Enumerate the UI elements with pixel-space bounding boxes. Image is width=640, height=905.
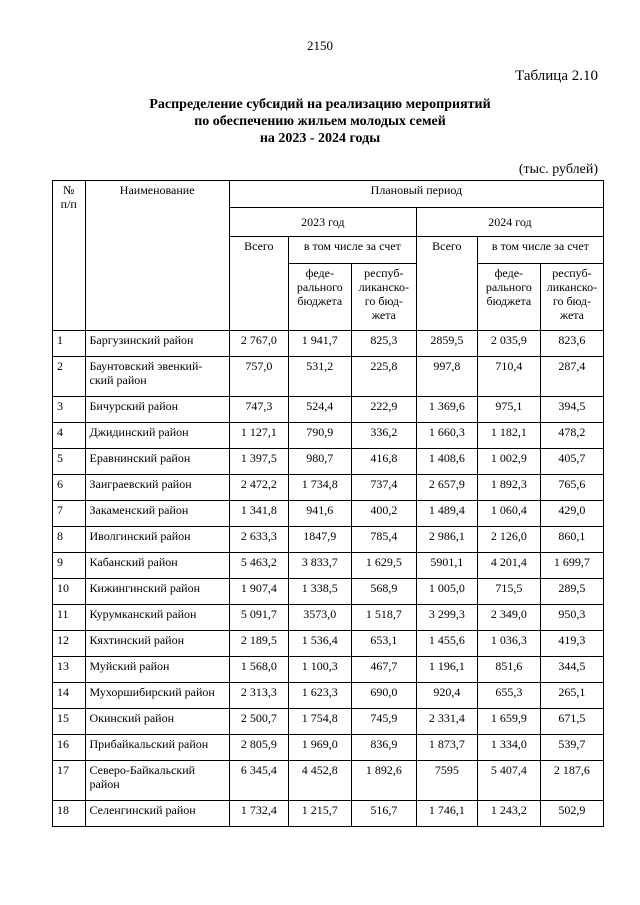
district-name: Иволгинский район	[85, 527, 229, 553]
federal-2023: 1 734,8	[288, 475, 351, 501]
table-row	[53, 605, 604, 631]
district-name: Мухоршибирский район	[85, 683, 229, 709]
federal-2024: 1 182,1	[477, 423, 540, 449]
district-name: Прибайкальский район	[85, 735, 229, 761]
federal-2024: 4 201,4	[477, 553, 540, 579]
federal-2023: 1 536,4	[288, 631, 351, 657]
federal-2023: 1 941,7	[288, 331, 351, 357]
table-title	[0, 96, 640, 147]
republic-2024: 1 699,7	[540, 553, 603, 579]
total-2023: 2 189,5	[229, 631, 288, 657]
federal-2023: 3573,0	[288, 605, 351, 631]
total-2024: 2 331,4	[416, 709, 477, 735]
republic-2024: 344,5	[540, 657, 603, 683]
republic-2024: 539,7	[540, 735, 603, 761]
table-row	[53, 527, 604, 553]
federal-2023: 941,6	[288, 501, 351, 527]
district-name: Баргузинский район	[85, 331, 229, 357]
district-name: Бичурский район	[85, 397, 229, 423]
total-2023: 1 907,4	[229, 579, 288, 605]
district-name: Курумканский район	[85, 605, 229, 631]
table-row	[53, 657, 604, 683]
republic-2023: 222,9	[351, 397, 416, 423]
republic-2023: 225,8	[351, 357, 416, 397]
federal-2024: 1 659,9	[477, 709, 540, 735]
district-name: Окинский район	[85, 709, 229, 735]
federal-2024: 655,3	[477, 683, 540, 709]
republic-2023: 825,3	[351, 331, 416, 357]
republic-2024: 860,1	[540, 527, 603, 553]
republic-2024: 671,5	[540, 709, 603, 735]
total-2024: 1 873,7	[416, 735, 477, 761]
republic-2024: 478,2	[540, 423, 603, 449]
total-2023: 1 397,5	[229, 449, 288, 475]
header-republic-2024: респуб- ликанско- го бюд- жета	[540, 264, 603, 331]
table-row	[53, 683, 604, 709]
republic-2024: 289,5	[540, 579, 603, 605]
table-row	[53, 579, 604, 605]
republic-2023: 336,2	[351, 423, 416, 449]
table-row	[53, 761, 604, 801]
total-2024: 1 005,0	[416, 579, 477, 605]
federal-2024: 1 892,3	[477, 475, 540, 501]
federal-2023: 980,7	[288, 449, 351, 475]
district-name: Закаменский район	[85, 501, 229, 527]
republic-2024: 419,3	[540, 631, 603, 657]
total-2023: 2 313,3	[229, 683, 288, 709]
republic-2023: 690,0	[351, 683, 416, 709]
table-row	[53, 801, 604, 827]
federal-2024: 851,6	[477, 657, 540, 683]
federal-2023: 3 833,7	[288, 553, 351, 579]
republic-2024: 394,5	[540, 397, 603, 423]
total-2023: 1 732,4	[229, 801, 288, 827]
row-number: 3	[53, 397, 86, 423]
row-number: 17	[53, 761, 86, 801]
header-incl-2023: в том числе за счет	[288, 237, 416, 264]
row-number: 10	[53, 579, 86, 605]
header-num: № п/п	[53, 181, 86, 331]
republic-2023: 416,8	[351, 449, 416, 475]
republic-2024: 429,0	[540, 501, 603, 527]
table-row	[53, 631, 604, 657]
total-2024: 7595	[416, 761, 477, 801]
row-number: 5	[53, 449, 86, 475]
total-2024: 1 196,1	[416, 657, 477, 683]
federal-2024: 1 334,0	[477, 735, 540, 761]
row-number: 11	[53, 605, 86, 631]
row-number: 6	[53, 475, 86, 501]
federal-2024: 715,5	[477, 579, 540, 605]
republic-2024: 265,1	[540, 683, 603, 709]
district-name: Джидинский район	[85, 423, 229, 449]
total-2023: 2 767,0	[229, 331, 288, 357]
republic-2024: 502,9	[540, 801, 603, 827]
total-2023: 2 472,2	[229, 475, 288, 501]
republic-2023: 737,4	[351, 475, 416, 501]
republic-2023: 568,9	[351, 579, 416, 605]
row-number: 12	[53, 631, 86, 657]
republic-2024: 765,6	[540, 475, 603, 501]
republic-2024: 2 187,6	[540, 761, 603, 801]
federal-2024: 1 060,4	[477, 501, 540, 527]
table-row	[53, 423, 604, 449]
total-2024: 1 660,3	[416, 423, 477, 449]
total-2024: 997,8	[416, 357, 477, 397]
header-name: Наименование	[85, 181, 229, 331]
header-total-2024: Всего	[416, 237, 477, 331]
subsidy-table	[52, 180, 604, 827]
table-row	[53, 449, 604, 475]
total-2024: 1 746,1	[416, 801, 477, 827]
total-2023: 6 345,4	[229, 761, 288, 801]
table-row	[53, 357, 604, 397]
header-republic-2023: респуб- ликанско- го бюд- жета	[351, 264, 416, 331]
federal-2024: 1 243,2	[477, 801, 540, 827]
republic-2024: 950,3	[540, 605, 603, 631]
federal-2024: 710,4	[477, 357, 540, 397]
header-year-2023: 2023 год	[229, 208, 416, 237]
title-line-1: Распределение субсидий на реализацию мероприятий	[149, 97, 491, 112]
district-name: Кабанский район	[85, 553, 229, 579]
row-number: 13	[53, 657, 86, 683]
federal-2024: 2 126,0	[477, 527, 540, 553]
district-name: Заиграевский район	[85, 475, 229, 501]
header-federal-2024: феде- рального бюджета	[477, 264, 540, 331]
republic-2023: 400,2	[351, 501, 416, 527]
federal-2023: 1 215,7	[288, 801, 351, 827]
row-number: 7	[53, 501, 86, 527]
federal-2023: 531,2	[288, 357, 351, 397]
district-name: Еравнинский район	[85, 449, 229, 475]
title-line-2: по обеспечению жильем молодых семей	[194, 114, 446, 129]
units-label: (тыс. рублей)	[518, 162, 598, 177]
row-number: 18	[53, 801, 86, 827]
republic-2023: 516,7	[351, 801, 416, 827]
total-2024: 1 408,6	[416, 449, 477, 475]
total-2024: 1 369,6	[416, 397, 477, 423]
district-name: Кяхтинский район	[85, 631, 229, 657]
federal-2024: 1 002,9	[477, 449, 540, 475]
district-name: Селенгинский район	[85, 801, 229, 827]
header-year-2024: 2024 год	[416, 208, 603, 237]
total-2024: 2 657,9	[416, 475, 477, 501]
district-name: Северо-Байкальский район	[85, 761, 229, 801]
row-number: 16	[53, 735, 86, 761]
federal-2023: 1 754,8	[288, 709, 351, 735]
republic-2024: 405,7	[540, 449, 603, 475]
table-row	[53, 735, 604, 761]
federal-2023: 1 969,0	[288, 735, 351, 761]
republic-2023: 785,4	[351, 527, 416, 553]
district-name: Баунтовский эвенкий-ский район	[85, 357, 229, 397]
row-number: 15	[53, 709, 86, 735]
federal-2023: 1 623,3	[288, 683, 351, 709]
row-number: 9	[53, 553, 86, 579]
row-number: 14	[53, 683, 86, 709]
republic-2023: 467,7	[351, 657, 416, 683]
total-2023: 757,0	[229, 357, 288, 397]
table-body	[53, 331, 604, 827]
total-2023: 1 341,8	[229, 501, 288, 527]
table-row	[53, 501, 604, 527]
page-number: 2150	[307, 38, 333, 53]
republic-2023: 836,9	[351, 735, 416, 761]
total-2024: 2859,5	[416, 331, 477, 357]
republic-2023: 1 892,6	[351, 761, 416, 801]
total-2023: 5 091,7	[229, 605, 288, 631]
table-row	[53, 553, 604, 579]
federal-2024: 2 035,9	[477, 331, 540, 357]
title-line-3: на 2023 - 2024 годы	[259, 131, 381, 146]
row-number: 4	[53, 423, 86, 449]
table-row	[53, 709, 604, 735]
republic-2023: 653,1	[351, 631, 416, 657]
total-2024: 3 299,3	[416, 605, 477, 631]
federal-2024: 1 036,3	[477, 631, 540, 657]
republic-2023: 745,9	[351, 709, 416, 735]
total-2024: 5901,1	[416, 553, 477, 579]
total-2023: 1 127,1	[229, 423, 288, 449]
total-2024: 2 986,1	[416, 527, 477, 553]
total-2023: 5 463,2	[229, 553, 288, 579]
table-row	[53, 331, 604, 357]
federal-2023: 1 100,3	[288, 657, 351, 683]
federal-2023: 790,9	[288, 423, 351, 449]
total-2024: 1 489,4	[416, 501, 477, 527]
federal-2024: 2 349,0	[477, 605, 540, 631]
federal-2023: 1 338,5	[288, 579, 351, 605]
total-2024: 1 455,6	[416, 631, 477, 657]
row-number: 8	[53, 527, 86, 553]
header-period: Плановый период	[229, 181, 603, 208]
federal-2024: 5 407,4	[477, 761, 540, 801]
total-2023: 2 805,9	[229, 735, 288, 761]
republic-2024: 823,6	[540, 331, 603, 357]
federal-2024: 975,1	[477, 397, 540, 423]
republic-2023: 1 518,7	[351, 605, 416, 631]
header-total-2023: Всего	[229, 237, 288, 331]
total-2023: 2 633,3	[229, 527, 288, 553]
row-number: 2	[53, 357, 86, 397]
federal-2023: 1847,9	[288, 527, 351, 553]
federal-2023: 4 452,8	[288, 761, 351, 801]
row-number: 1	[53, 331, 86, 357]
total-2023: 2 500,7	[229, 709, 288, 735]
total-2023: 1 568,0	[229, 657, 288, 683]
district-name: Кижингинский район	[85, 579, 229, 605]
republic-2023: 1 629,5	[351, 553, 416, 579]
total-2024: 920,4	[416, 683, 477, 709]
table-label: Таблица 2.10	[515, 68, 598, 84]
header-incl-2024: в том числе за счет	[477, 237, 603, 264]
district-name: Муйский район	[85, 657, 229, 683]
table-row	[53, 475, 604, 501]
header-federal-2023: феде- рального бюджета	[288, 264, 351, 331]
table-row	[53, 397, 604, 423]
total-2023: 747,3	[229, 397, 288, 423]
federal-2023: 524,4	[288, 397, 351, 423]
republic-2024: 287,4	[540, 357, 603, 397]
